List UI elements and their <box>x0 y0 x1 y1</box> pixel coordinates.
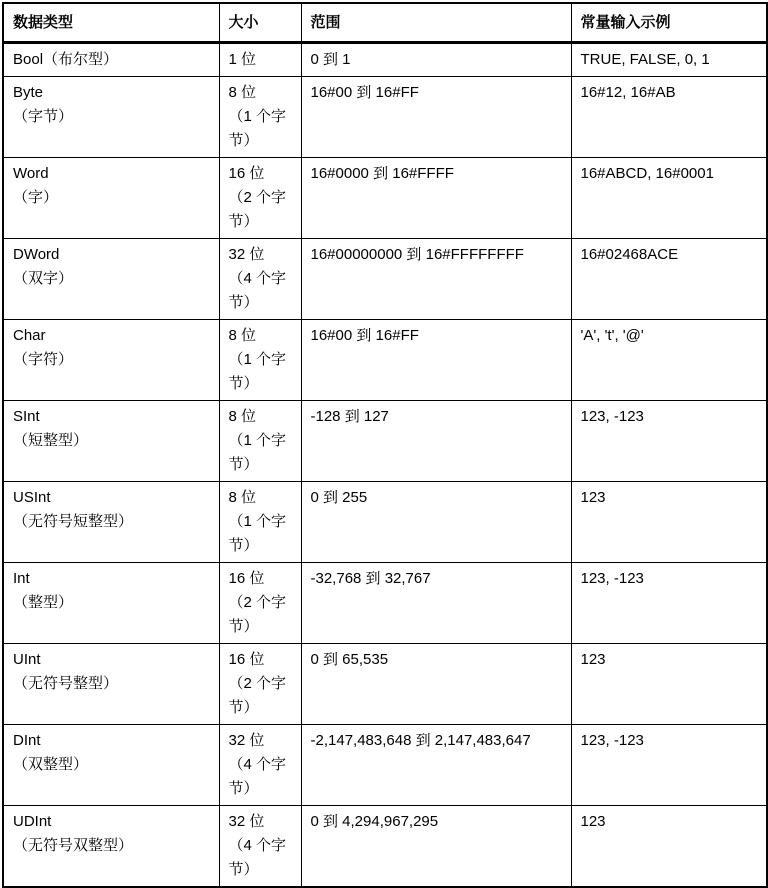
type-cell <box>3 239 219 320</box>
type-cell <box>3 806 219 888</box>
table-row <box>3 401 767 482</box>
example-cell-line: 16#02468ACE <box>580 246 679 263</box>
type-cell-line: USInt <box>13 489 51 506</box>
range-cell <box>301 806 571 888</box>
example-cell <box>571 482 767 563</box>
table-row <box>3 563 767 644</box>
type-cell-line: Bool（布尔型） <box>13 51 119 68</box>
example-cell-line: TRUE, FALSE, 0, 1 <box>580 51 710 68</box>
example-cell-line: 123, -123 <box>580 408 644 425</box>
type-cell-line: （无符号双整型） <box>13 837 134 854</box>
range-cell <box>301 725 571 806</box>
header-data-type: 数据类型 <box>3 3 219 43</box>
type-cell-line: Int <box>13 570 30 587</box>
type-cell-line: （字节） <box>13 108 74 125</box>
size-cell-line: （2 个字节） <box>228 675 287 716</box>
example-cell-line: 123 <box>580 489 606 506</box>
data-types-table <box>2 2 768 888</box>
range-cell-line: 0 到 4,294,967,295 <box>310 813 439 830</box>
range-cell-line: 0 到 1 <box>310 51 351 68</box>
type-cell-line: （双字） <box>13 270 74 287</box>
header-range: 范围 <box>301 3 571 43</box>
range-cell-line: 16#00000000 到 16#FFFFFFFF <box>310 246 524 263</box>
size-cell-line: 16 位 <box>228 165 265 182</box>
size-cell-line: （2 个字节） <box>228 594 287 635</box>
example-cell <box>571 158 767 239</box>
size-cell-line: （4 个字节） <box>228 756 287 797</box>
table-row <box>3 239 767 320</box>
range-cell-line: -32,768 到 32,767 <box>310 570 431 587</box>
header-row <box>3 3 767 43</box>
example-cell <box>571 77 767 158</box>
table-row <box>3 806 767 888</box>
size-cell-line: 16 位 <box>228 570 265 587</box>
example-cell-line: 16#ABCD, 16#0001 <box>580 165 714 182</box>
range-cell <box>301 563 571 644</box>
example-cell <box>571 239 767 320</box>
example-cell <box>571 43 767 77</box>
size-cell <box>219 644 301 725</box>
type-cell <box>3 401 219 482</box>
example-cell-line: 16#12, 16#AB <box>580 84 676 101</box>
size-cell-line: 32 位 <box>228 813 265 830</box>
type-cell <box>3 725 219 806</box>
range-cell-line: 0 到 255 <box>310 489 368 506</box>
example-cell <box>571 320 767 401</box>
size-cell-line: （1 个字节） <box>228 513 287 554</box>
example-cell <box>571 725 767 806</box>
size-cell-line: （1 个字节） <box>228 351 287 392</box>
type-cell <box>3 320 219 401</box>
size-cell-line: （1 个字节） <box>228 432 287 473</box>
type-cell-line: Word <box>13 165 49 182</box>
example-cell-line: 123, -123 <box>580 732 644 749</box>
size-cell-line: 16 位 <box>228 651 265 668</box>
size-cell <box>219 482 301 563</box>
type-cell-line: （双整型） <box>13 756 89 773</box>
type-cell-line: SInt <box>13 408 40 425</box>
size-cell-line: 8 位 <box>228 327 257 344</box>
range-cell <box>301 43 571 77</box>
header-constant-example: 常量输入示例 <box>571 3 767 43</box>
range-cell <box>301 401 571 482</box>
range-cell <box>301 320 571 401</box>
size-cell <box>219 320 301 401</box>
table-body <box>3 43 767 888</box>
size-cell-line: 32 位 <box>228 732 265 749</box>
size-cell-line: （2 个字节） <box>228 189 287 230</box>
size-cell <box>219 77 301 158</box>
type-cell-line: （字符） <box>13 351 74 368</box>
type-cell <box>3 43 219 77</box>
type-cell-line: （整型） <box>13 594 74 611</box>
table-header <box>3 3 767 43</box>
range-cell-line: 16#00 到 16#FF <box>310 84 419 101</box>
range-cell <box>301 239 571 320</box>
range-cell-line: -2,147,483,648 到 2,147,483,647 <box>310 732 531 749</box>
example-cell <box>571 563 767 644</box>
size-cell-line: （4 个字节） <box>228 837 287 878</box>
example-cell <box>571 806 767 888</box>
type-cell <box>3 482 219 563</box>
example-cell <box>571 401 767 482</box>
example-cell <box>571 644 767 725</box>
range-cell-line: -128 到 127 <box>310 408 389 425</box>
type-cell-line: （无符号短整型） <box>13 513 134 530</box>
table-row <box>3 644 767 725</box>
size-cell-line: 32 位 <box>228 246 265 263</box>
size-cell <box>219 725 301 806</box>
table-row <box>3 77 767 158</box>
type-cell <box>3 158 219 239</box>
range-cell <box>301 158 571 239</box>
size-cell <box>219 43 301 77</box>
type-cell-line: UInt <box>13 651 41 668</box>
size-cell <box>219 239 301 320</box>
size-cell-line: 8 位 <box>228 84 257 101</box>
range-cell-line: 16#0000 到 16#FFFF <box>310 165 454 182</box>
size-cell-line: 1 位 <box>228 51 257 68</box>
range-cell <box>301 77 571 158</box>
example-cell-line: 123 <box>580 813 606 830</box>
type-cell-line: （字） <box>13 189 59 206</box>
table-row <box>3 43 767 77</box>
size-cell-line: （1 个字节） <box>228 108 287 149</box>
example-cell-line: 'A', 't', '@' <box>580 327 644 344</box>
size-cell-line: （4 个字节） <box>228 270 287 311</box>
table-row <box>3 725 767 806</box>
size-cell-line: 8 位 <box>228 489 257 506</box>
size-cell <box>219 158 301 239</box>
type-cell <box>3 77 219 158</box>
size-cell <box>219 806 301 888</box>
type-cell-line: DWord <box>13 246 60 263</box>
size-cell-line: 8 位 <box>228 408 257 425</box>
type-cell-line: Byte <box>13 84 44 101</box>
example-cell-line: 123 <box>580 651 606 668</box>
type-cell-line: DInt <box>13 732 41 749</box>
type-cell-line: （无符号整型） <box>13 675 119 692</box>
table-row <box>3 482 767 563</box>
type-cell <box>3 644 219 725</box>
type-cell-line: Char <box>13 327 46 344</box>
example-cell-line: 123, -123 <box>580 570 644 587</box>
range-cell-line: 0 到 65,535 <box>310 651 389 668</box>
type-cell-line: UDInt <box>13 813 52 830</box>
range-cell <box>301 644 571 725</box>
table-row <box>3 320 767 401</box>
range-cell-line: 16#00 到 16#FF <box>310 327 419 344</box>
header-size: 大小 <box>219 3 301 43</box>
range-cell <box>301 482 571 563</box>
type-cell <box>3 563 219 644</box>
table-row <box>3 158 767 239</box>
size-cell <box>219 563 301 644</box>
size-cell <box>219 401 301 482</box>
type-cell-line: （短整型） <box>13 432 89 449</box>
